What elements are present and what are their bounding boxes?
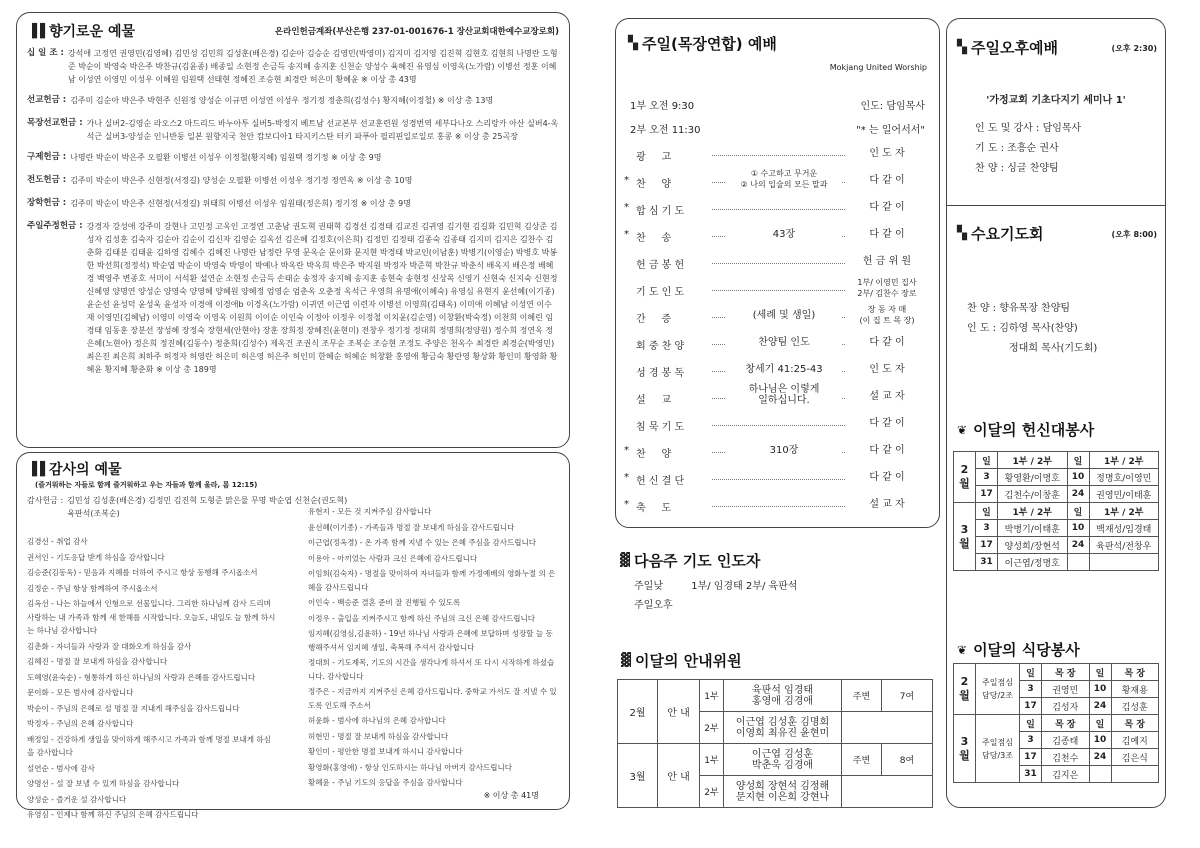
worship-item-role: 다 같 이	[845, 418, 929, 429]
thanks-entry: 유영심 - 인제나 함께 하신 주님의 은혜 감사드립니다	[27, 810, 199, 819]
service-row	[954, 486, 1159, 503]
kitchen-cell: 10	[1089, 681, 1111, 698]
worship-order-item	[616, 494, 939, 518]
service-cell: 24	[1067, 537, 1089, 554]
kitchen-cell	[1089, 766, 1111, 783]
worship-item-role: 설 교 자	[845, 499, 929, 510]
worship-item-name: 헌 금 봉 헌	[636, 260, 685, 271]
thanks-entry: 설연순 - 범사에 감사	[27, 763, 95, 773]
thanks-entry: 황인미 - 평안한 명절 보내게 하시니 감사합니다	[308, 747, 463, 756]
service-cell: 박병기/이태훈	[998, 520, 1068, 537]
service-cell: 황영환/이명호	[998, 469, 1068, 486]
thanks-entry: 도혜영(윤숙순) - 형통하게 하신 하나님의 사랑과 은혜를 감사드립니다	[27, 672, 256, 682]
worship-order-item	[616, 170, 939, 194]
offering-category: 장학헌금 :	[27, 198, 67, 208]
kitchen-head-row	[954, 664, 1159, 681]
offering-row	[27, 151, 559, 164]
offering-names: 강경자 강성애 강주미 강현나 고민정 고옥인 고정연 고춘남 권도혁 권태혁 김경선 김경태 김교진 김귀영 김기현 김길화 김민혁 김상준 김성자 김성훈 김숙자 김순아 김순이 김신자 김영순 김옥선 김은혜 김정호(이은희) 김정민 김정태 김종숙 김종태 김지미 김지은 김찬수 김춘화 김태분 김태윤 김하영 김혜수 김혜진 나명란 남정란 무영 문옥순 문이화 문지현 박경태 박교인(이남훈) 박병기(이영순) 박병호 박봉한 박선희(정정석) 박순엽 박순이 박영숙 박영이 박예나 박옥란 박옥희 박은주 박지원 박정자 박준혁 박찬규 박춘식 배옥지 배은정 배혜경 백영주 변종호 서미이 서석환 설연순 소현정 손금득 손태순 송정자 송지혜 송지훈 송현숙 송현정 신상목 신영기 신현숙 신지숙 신현정 신혜영 양명연 양성순 양영숙 양영혜 양혜원 양혜정 엄영순 엄춘옥 오춘정 옥석근 우영희 유명애(이혜숙) 유영심 유현지 윤선혜(이기종) 윤순선 윤성덕 윤성욱 윤성자 이경애 이경애b 이경옥(노가람) 이귀연 이근엽 이련자 이병선 이영희(김태옥) 이미애 이혜남 이성연 이수재 이영민(김혜남) 이영미 이영숙 이영옥 이원희 이이순 이인숙 이정아 이정우 이정철 이치윤(김순영) 이창환(박숙정) 이천희 이혜린 임경태 임동훈 장분선 장성혜 장정숙 장현세(안현아) 장훈 장희정 장혜진(윤현미) 전창우 정기정 정대희 정명희(정양원) 정수희 정연옥 정은혜(노현아) 정은희 정진혜(김동수) 정춘희(김성수) 제옥건 조권식 조무순 조복순 조승현 조정도 주양은 천옥수 최경란 최경순(박영민) 최은진 최은희 최하주 허정자 허영란 허은미 허은영 허은주 허인미 한혜순 허혜순 허창환 홍영애 황금숙 황란영 황상화 황인미 황영화 황혜윤 황지혜 황춘화 ※ 이상 총 189명	[86, 222, 558, 374]
thanks-entry: 이용아 - 아끼었는 사람과 크신 은혜에 감사드립니다	[308, 553, 478, 563]
afternoon-prayer: 기 도 : 조흥순 권사	[975, 143, 1059, 154]
thanks-entry: 황영화(홍영애) - 항상 인도하시는 하나님 아버지 감사드립니다	[308, 762, 512, 772]
dotted-leader	[712, 479, 845, 480]
service-row	[954, 469, 1159, 486]
kitchen-cell: 24	[1089, 698, 1111, 715]
offering-category: 주일주정헌금 :	[27, 221, 83, 231]
worship-item-content: 하나님은 이렇게 일하십니다.	[726, 384, 842, 406]
service-cell: 3	[976, 520, 998, 537]
kitchen-head-cell: 일	[1020, 715, 1042, 732]
section-marker-icon: ▚	[957, 40, 965, 55]
kitchen-cell: 황재용	[1111, 681, 1159, 698]
thanks-entry: 김경선 - 취업 감사	[27, 537, 88, 546]
worship-time2: 2부 오전 11:30	[630, 125, 701, 136]
ushers-names: 이근엽 김성훈 김명희 이영희 최유진 윤현미	[724, 712, 842, 744]
thanks-entry: 이인숙 - 백승준 결혼 준비 잘 진행될 수 있도록	[308, 598, 461, 607]
kitchen-cell: 김천수	[1042, 749, 1090, 766]
worship-item-role: 인 도 자	[845, 364, 929, 375]
ushers-role: 안 내	[658, 680, 700, 744]
worship-item-role: 설 교 자	[845, 391, 929, 402]
thanks-entry: 김승준(김동욱) - 믿음과 지혜를 더하여 주시고 항상 동행해 주시옵소서	[27, 568, 258, 577]
service-cell	[1089, 554, 1159, 571]
thanks-entry: 김춘화 - 자녀들과 사랑과 잘 대화오게 하심을 감사	[27, 641, 192, 651]
worship-item-name: 찬 송	[636, 233, 672, 244]
afternoon-praise: 찬 양 : 싱글 찬양팀	[975, 163, 1059, 174]
kitchen-month: 3 월	[954, 715, 976, 783]
worship-item-role: 다 같 이	[845, 445, 929, 456]
flower-icon: ❦	[957, 422, 968, 437]
ushers-names: 육판석 임경태 홍영애 김경애	[724, 680, 842, 712]
service-row	[954, 520, 1159, 537]
service-head-row	[954, 503, 1159, 520]
worship-order-item	[616, 305, 939, 329]
offering-list	[27, 47, 559, 376]
kitchen-head-cell: 목 장	[1111, 664, 1159, 681]
kitchen-cell: 김성자	[1042, 698, 1090, 715]
afternoon-title: 주일오후예배	[971, 39, 1058, 57]
kitchen-head-cell: 목 장	[1042, 664, 1090, 681]
kitchen-head-cell: 일	[1020, 664, 1042, 681]
offering-row	[27, 197, 559, 210]
worship-item-name: 합 심 기 도	[636, 206, 685, 217]
offering-names: 나명란 박순이 박은주 오필환 이병선 이성우 이정철(황지혜) 임원택 정기정 ※ 이상 총 9명	[70, 153, 382, 162]
thanks-entry: 황혜윤 - 주님 기도의 응답을 주심을 감사합니다	[308, 778, 463, 787]
service-cell: 17	[976, 486, 998, 503]
thanks-columns	[27, 505, 559, 824]
worship-item-role: 다 같 이	[845, 175, 929, 186]
worship-item-role: 1부/ 이영민 집사 2부/ 김찬수 장로	[845, 277, 929, 299]
thanks-subtitle: (즐거워하는 자들로 함께 즐거워하고 우는 자들과 함께 울라, 롬 12:15)	[35, 481, 258, 489]
service-cell: 정명호/이영민	[1089, 469, 1159, 486]
thanks-entry: 박순이 - 주님의 은혜로 설 명절 잘 지내게 해주심을 감사드립니다	[27, 703, 240, 713]
worship-item-star: *	[624, 499, 629, 510]
worship-order-item	[616, 359, 939, 383]
wednesday-title: 수요기도회	[971, 225, 1044, 243]
kitchen-cell: 김은식	[1111, 749, 1159, 766]
kitchen-head-cell: 일	[1089, 664, 1111, 681]
afternoon-time: (오후 2:30)	[1111, 44, 1157, 53]
kitchen-cell: 김종태	[1042, 732, 1090, 749]
worship-item-content: 43장	[726, 229, 842, 240]
service-cell: 양성희/장현석	[998, 537, 1068, 554]
service-head-cell: 일	[1067, 503, 1089, 520]
service-cell	[1067, 554, 1089, 571]
service-month: 3 월	[954, 503, 976, 571]
kitchen-cell: 24	[1089, 749, 1111, 766]
dotted-leader	[712, 263, 845, 264]
worship-item-name: 간 증	[636, 314, 672, 325]
worship-item-name: 회 중 찬 양	[636, 341, 685, 352]
service-cell: 이근엽/정명호	[998, 554, 1068, 571]
offering-category: 십 일 조 :	[27, 48, 64, 58]
kitchen-cell: 17	[1020, 749, 1042, 766]
dotted-leader	[712, 209, 845, 210]
offering-row	[27, 220, 559, 376]
ushers-empty	[842, 712, 933, 744]
right-box	[946, 18, 1166, 808]
worship-order-item	[616, 278, 939, 302]
worship-item-star: *	[624, 175, 629, 186]
thanks-entry: 문이화 - 모든 범사에 감사합니다	[27, 688, 134, 697]
kitchen-head-row	[954, 715, 1159, 732]
afternoon-details	[975, 119, 1081, 179]
afternoon-leader: 인 도 및 강사 : 담임목사	[975, 123, 1082, 134]
dotted-leader	[712, 506, 845, 507]
service-cell: 24	[1067, 486, 1089, 503]
dotted-leader	[712, 155, 845, 156]
worship-order-item	[616, 143, 939, 167]
worship-item-star: *	[624, 202, 629, 213]
worship-order-item	[616, 440, 939, 464]
ushers-part: 1부	[700, 680, 724, 712]
offering-row	[27, 174, 559, 187]
service-month: 2 월	[954, 452, 976, 503]
thanks-entry: 허윤화 - 범사에 하나님의 은혜 감사합니다	[308, 716, 446, 725]
kitchen-cell: 17	[1020, 698, 1042, 715]
offering-names: 김주미 박순이 박은주 신현정(서정길) 양성순 오필환 이병선 이성우 정기정 정연옥 ※ 이상 총 10명	[70, 176, 413, 185]
section-marker-icon: ▚	[628, 36, 636, 51]
kitchen-side: 주일점심 담당/3조	[976, 715, 1020, 783]
worship-order-item	[616, 197, 939, 221]
worship-item-content: 310장	[726, 445, 842, 456]
wednesday-details	[967, 299, 1097, 359]
wednesday-time: (오후 8:00)	[1111, 230, 1157, 239]
thanks-entry: 박정자 - 주님의 은혜 감사합니다	[27, 719, 134, 728]
offering-names: 김주미 박순이 박은주 신현정(서정길) 위태희 이병선 이성우 임원태(정은희) 정기정 ※ 이상 총 9명	[70, 199, 411, 208]
thanks-entry: 정대희 - 기도제목, 기도의 시간을 생각나게 하셔서 또 다시 시작하게 하셨습니다. 감사합니다	[308, 658, 555, 681]
ushers-grid	[617, 679, 933, 808]
thanks-entry: 김옥선 - 나는 하늘에서 인형으로 선물입니다. 그리한 하나님께 감사 드리며 사랑하는 내 가족과 함께 새 한해를 시작합니다. 오늘도, 내일도 늘 함께 하시는 하나님 감사합니다	[27, 599, 276, 635]
offering-names: 강석애 고정연 권영민(김영혜) 김민성 김민희 김성훈(배은경) 김순아 김승순 김영민(박영미) 김지미 김지영 김진혁 김현호 김현희 나명란 도형준 박순이 박영숙 박은주 박찬규(김윤종) 배종일 소현정 손금득 송지혜 송지훈 신천순 양성수 육혜진 유영심 이영옥(노가람) 이병선 정훈 이혜남 이성연 이영민 이성우 이혜원 임원택 선태현 정혜진 조승현 최경란 허은미 황혜윤 ※ 이상 총 43명	[67, 49, 558, 84]
ushers-part: 2부	[700, 776, 724, 808]
worship-title: 주일(목장연합) 예배	[642, 35, 777, 53]
section-marker-icon: ▐▐	[27, 23, 43, 39]
kitchen-title: 이달의 식당봉사	[973, 641, 1080, 659]
thanks-entry: 양성순 - 즐거운 설 감사합니다	[27, 794, 127, 804]
kitchen-cell	[1111, 766, 1159, 783]
worship-item-name: 헌 신 결 단	[636, 476, 685, 487]
kitchen-cell: 10	[1089, 732, 1111, 749]
worship-item-name: 축 도	[636, 503, 672, 514]
next-prayer-title: 다음주 기도 인도자	[634, 552, 761, 570]
service-cell: 17	[976, 537, 998, 554]
kitchen-cell: 김지은	[1042, 766, 1090, 783]
thanks-total: ※ 이상 총 41명	[483, 791, 539, 800]
offering-row	[27, 94, 559, 107]
thanks-right-column	[290, 505, 559, 824]
worship-order-item	[616, 386, 939, 410]
worship-item-content: 창세기 41:25-43	[726, 364, 842, 375]
worship-item-name: 찬 양	[636, 179, 672, 190]
thanks-entry: 양명선 - 설 잘 보낼 수 있게 하심을 감사합니다	[27, 779, 180, 788]
ushers-side-label: 주변	[842, 680, 882, 712]
ushers-side-label: 주변	[842, 744, 882, 776]
service-cell: 권영민/이태훈	[1089, 486, 1159, 503]
worship-item-name: 설 교	[636, 395, 672, 406]
worship-item-name: 찬 양	[636, 449, 672, 460]
worship-item-role: 다 같 이	[845, 202, 929, 213]
offering-box	[16, 12, 570, 448]
offering-title: 향기로운 예물	[49, 24, 136, 40]
kitchen-grid	[953, 663, 1159, 783]
ushers-names: 이근엽 김성훈 박춘욱 김경애	[724, 744, 842, 776]
worship-item-name: 기 도 인 도	[636, 287, 685, 298]
worship-time1: 1부 오전 9:30	[630, 101, 695, 112]
worship-item-content: 찬양팀 인도	[726, 337, 842, 348]
kitchen-head-cell: 목 장	[1111, 715, 1159, 732]
worship-stand-note: "* 는 일어서서"	[856, 125, 925, 136]
ushers-empty	[842, 776, 933, 808]
thanks-entry: 정주은 - 지금까지 지켜주신 은혜 감사드립니다. 중학교 가서도 잘 지낼 수 있도록 인도해 주소서	[308, 687, 557, 710]
kitchen-cell: 3	[1020, 681, 1042, 698]
worship-eng: Mokjang United Worship	[829, 63, 927, 72]
service-table	[953, 451, 1159, 571]
service-cell: 육판석/전창우	[1089, 537, 1159, 554]
thanks-entry: 배정일 - 건강하게 생일을 맞이하게 해주시고 가족과 함께 명절 보내게 하심을 감사합니다	[27, 734, 271, 757]
ushers-side-count: 7여	[882, 680, 933, 712]
service-head-cell: 일	[976, 452, 998, 469]
kitchen-cell: 김예지	[1111, 732, 1159, 749]
kitchen-cell: 김성훈	[1111, 698, 1159, 715]
worship-leader: 인도: 담임목사	[860, 101, 925, 112]
worship-item-star: *	[624, 229, 629, 240]
worship-item-content: ① 수고하고 무거운 ② 나의 입술의 모든 말과	[726, 168, 842, 190]
ushers-month: 3월	[618, 744, 658, 808]
service-cell: 백재성/임경태	[1089, 520, 1159, 537]
ushers-month: 2월	[618, 680, 658, 744]
kitchen-cell: 31	[1020, 766, 1042, 783]
section-marker-icon: ▓	[621, 653, 629, 668]
kitchen-cell: 권영민	[1042, 681, 1090, 698]
ushers-names: 양성희 장현석 김정해 문지현 이은희 강현나	[724, 776, 842, 808]
section-marker-icon: ▚	[957, 226, 965, 241]
offering-names: 가나 실버2-김영순 라오스2 마드리드 바누아투 실버5-박정지 베트남 선교본부 선교훈련원 성경번역 세부다나오 스리랑카 아산 실버4-옥석근 실버3-양성순 인니반둥 일본 원향지국 천안 캄보디아1 타지키스탄 터키 파푸아 필리핀일로일로 홍콩 ※ 이상 총 25곡장	[86, 119, 559, 141]
divider	[947, 205, 1165, 206]
worship-order-item	[616, 251, 939, 275]
thanks-entry: 김정순 - 주님 항상 함께하여 주시옵소서	[27, 583, 158, 593]
thanks-entry: 이정우 - 출입을 지켜주시고 함께 하신 주님의 크신 은혜 감사드립니다	[308, 613, 536, 623]
thanks-box	[16, 452, 570, 819]
kitchen-head-cell: 일	[1089, 715, 1111, 732]
ushers-section	[617, 650, 942, 808]
service-head-cell: 1부 / 2부	[998, 503, 1068, 520]
worship-item-star: *	[624, 445, 629, 456]
service-grid	[953, 451, 1159, 571]
offering-names: 김주미 김순아 박은주 박현주 신원정 양성순 이규면 이성연 이성우 정기정 정춘희(김성수) 황지혜(이정철) ※ 이상 총 13명	[70, 96, 494, 105]
offering-category: 구제헌금 :	[27, 152, 67, 162]
offering-row	[27, 117, 559, 143]
kitchen-side: 주일점심 담당/2조	[976, 664, 1020, 715]
thanks-entry: 김혜진 - 명절 잘 보내게 하심을 감사합니다	[27, 657, 168, 666]
worship-item-role: 헌 금 위 원	[845, 256, 929, 267]
worship-item-role: 다 같 이	[845, 472, 929, 483]
ushers-row	[618, 744, 933, 776]
service-head-cell: 1부 / 2부	[1089, 503, 1159, 520]
offering-category: 목장선교헌금 :	[27, 118, 83, 128]
service-head-cell: 1부 / 2부	[1089, 452, 1159, 469]
worship-item-content: (세례 및 생일)	[726, 310, 842, 321]
service-head-cell: 일	[976, 503, 998, 520]
worship-order-item	[616, 467, 939, 491]
wednesday-leader2: 정대희 목사(기도회)	[1009, 343, 1098, 354]
dotted-leader	[712, 290, 845, 291]
worship-item-star: *	[624, 472, 629, 483]
thanks-entry: 이근엽(정옥경) - 온 가족 함께 지낼 수 있는 은혜 주심을 감사드립니다	[308, 538, 537, 547]
offering-category: 전도헌금 :	[27, 175, 67, 185]
service-head-cell: 1부 / 2부	[998, 452, 1068, 469]
ushers-part: 2부	[700, 712, 724, 744]
worship-item-name: 광 고	[636, 152, 672, 163]
worship-box	[615, 18, 940, 528]
worship-item-role: 장 동 자 매 (이 집 트 목 장)	[845, 304, 929, 326]
thanks-sub-row: 감사헌금 : 김민성 김성훈(배은경) 김정민 김진혁 도형준 맑은물 무명 박순엽 신천순(권도혁) 육판석(조복순)	[27, 496, 348, 518]
thanks-entry: 허현민 - 명절 잘 보내게 하심을 감사합니다	[308, 731, 449, 741]
worship-item-name: 침 묵 기 도	[636, 422, 685, 433]
dotted-leader	[712, 425, 845, 426]
worship-order-item	[616, 413, 939, 437]
service-cell: 10	[1067, 469, 1089, 486]
service-row	[954, 537, 1159, 554]
wednesday-praise: 찬 양 : 향유목장 찬양팀	[967, 303, 1071, 314]
ushers-table	[617, 679, 942, 808]
ushers-side-count: 8여	[882, 744, 933, 776]
service-cell: 3	[976, 469, 998, 486]
ushers-part: 1부	[700, 744, 724, 776]
wednesday-leader: 인 도 : 김하영 목사(찬양)	[967, 323, 1078, 334]
service-row	[954, 554, 1159, 571]
worship-order-item	[616, 224, 939, 248]
kitchen-month: 2 월	[954, 664, 976, 715]
section-marker-icon: ▐▐	[27, 461, 43, 477]
ushers-row	[618, 680, 933, 712]
offering-account: 온라인헌금계좌(부산은행 237-01-001676-1 장산교회대한예수교장로회)	[274, 27, 559, 37]
thanks-title: 감사의 예물	[49, 462, 122, 478]
flower-icon: ❦	[957, 642, 968, 657]
kitchen-head-cell: 목 장	[1042, 715, 1090, 732]
worship-item-role: 다 같 이	[845, 337, 929, 348]
offering-row	[27, 47, 559, 86]
next-prayer-day-label: 주일낮	[634, 581, 663, 592]
thanks-entry: 임지혜(김영심,김윤하) - 19년 하나님 사랑과 은혜에 보답하며 성장할 늘 동행해주셔서 임지혜 생일, 축복해 주셔서 감사합니다	[308, 629, 553, 652]
ushers-role: 안 내	[658, 744, 700, 808]
worship-item-name: 성 경 봉 독	[636, 368, 685, 379]
thanks-entry: 이임희(김숙자) - 명절을 맞이하여 자녀들과 함께 가정예배의 영화누절 의 은혜을 감사드립니다	[308, 569, 556, 592]
service-title: 이달의 헌신대봉사	[973, 421, 1095, 439]
worship-item-role: 다 같 이	[845, 229, 929, 240]
section-marker-icon: ▓	[620, 553, 628, 568]
thanks-entry: 권서인 - 기도응답 받게 하심을 감사합니다	[27, 552, 165, 562]
next-prayer-afternoon-label: 주일오후	[634, 600, 673, 611]
kitchen-table	[953, 663, 1159, 783]
next-prayer-day-value: 1부/ 임경태 2부/ 육판석	[691, 581, 798, 592]
offering-category: 선교헌금 :	[27, 95, 67, 105]
worship-order-item	[616, 332, 939, 356]
next-prayer-section	[620, 550, 940, 611]
kitchen-cell: 3	[1020, 732, 1042, 749]
service-head-row	[954, 452, 1159, 469]
thanks-entry: 유현지 - 모든 것 지켜주심 감사합니다	[308, 507, 432, 516]
service-cell: 10	[1067, 520, 1089, 537]
worship-item-role: 인 도 자	[845, 148, 929, 159]
service-cell: 김천수/이창훈	[998, 486, 1068, 503]
thanks-left-column	[27, 535, 278, 824]
ushers-title: 이달의 안내위원	[635, 652, 742, 670]
service-cell: 31	[976, 554, 998, 571]
service-head-cell: 일	[1067, 452, 1089, 469]
afternoon-seminar: '가정교회 기초다지기 세미나 1'	[986, 95, 1126, 106]
thanks-entry: 윤선혜(이기종) - 가족들과 명절 잘 보내게 하심을 감사드립니다	[308, 522, 515, 532]
